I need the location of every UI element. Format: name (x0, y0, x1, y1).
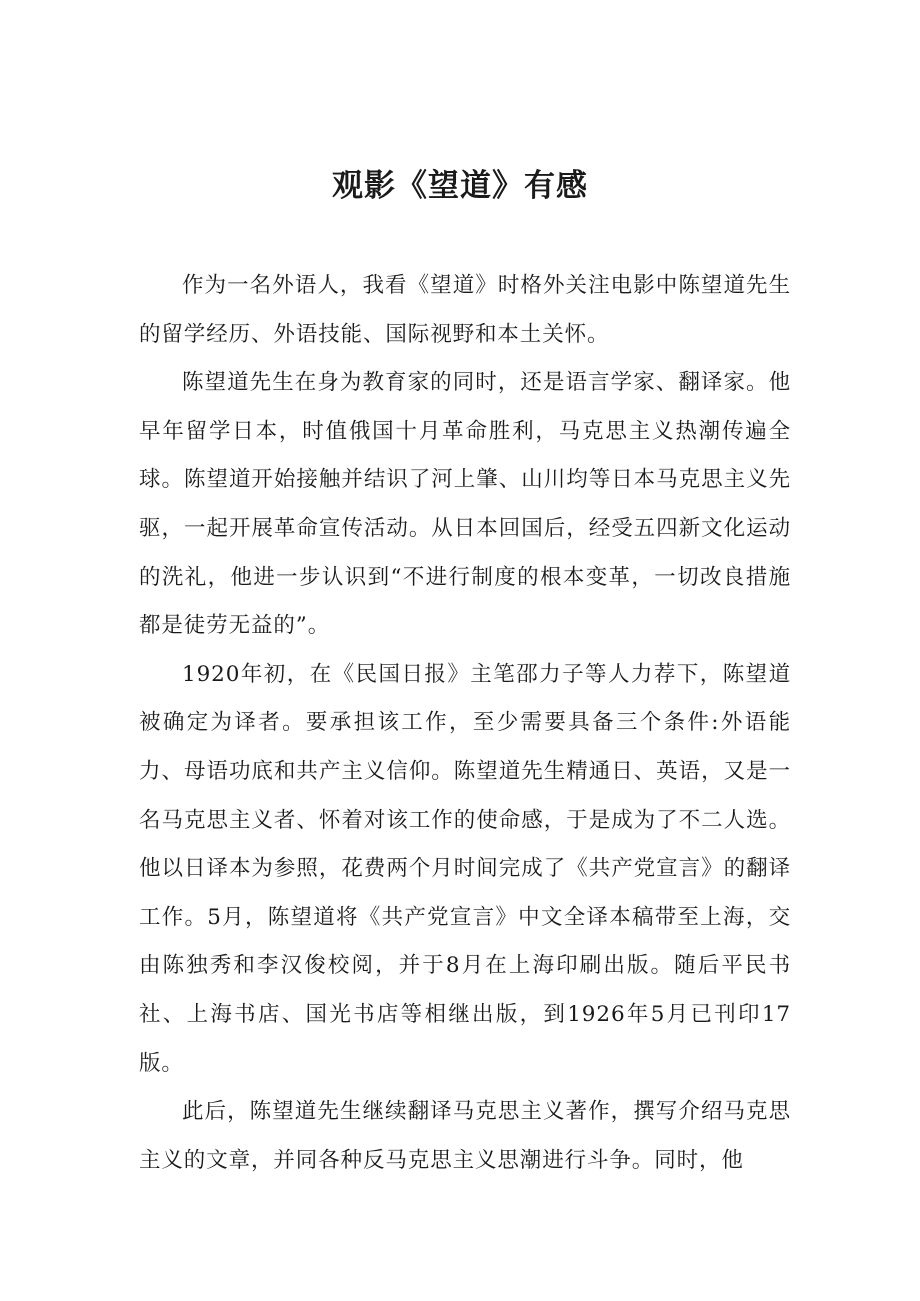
paragraph-intro: 作为一名外语人，我看《望道》时格外关注电影中陈望道先生的留学经历、外语技能、国际视野和本土关怀。 (139, 273, 791, 347)
page-title: 观影《望道》有感 (332, 168, 588, 204)
article-body (139, 262, 791, 1185)
paragraph-later-work: 此后，陈望道先生继续翻译马克思主义著作，撰写介绍马克思主义的文章，并同各种反马克思主义思潮进行斗争。同时，他 (139, 1099, 791, 1173)
paragraph-translation: 1920年初，在《民国日报》主笔邵力子等人力荐下，陈望道被确定为译者。要承担该工作，至少需要具备三个条件:外语能力、母语功底和共产主义信仰。陈望道先生精通日、英语，又是一名马克思主义者、怀着对该工作的使命感，于是成为了不二人选。他以日译本为参照，花费两个月时间完成了《共产党宣言》的翻译工作。5月，陈望道将《共产党宣言》中文全译本稿带至上海，交由陈独秀和李汉俊校阅，并于8月在上海印刷出版。随后平民书社、上海书店、国光书店等相继出版，到1926年5月已刊印17版。 (139, 661, 791, 1076)
paragraph-background: 陈望道先生在身为教育家的同时，还是语言学家、翻译家。他早年留学日本，时值俄国十月革命胜利，马克思主义热潮传遍全球。陈望道开始接触并结识了河上肇、山川均等日本马克思主义先驱，一起开展革命宣传活动。从日本回国后，经受五四新文化运动的洗礼，他进一步认识到“不进行制度的根本变革，一切改良措施都是徒劳无益的”。 (139, 370, 791, 639)
